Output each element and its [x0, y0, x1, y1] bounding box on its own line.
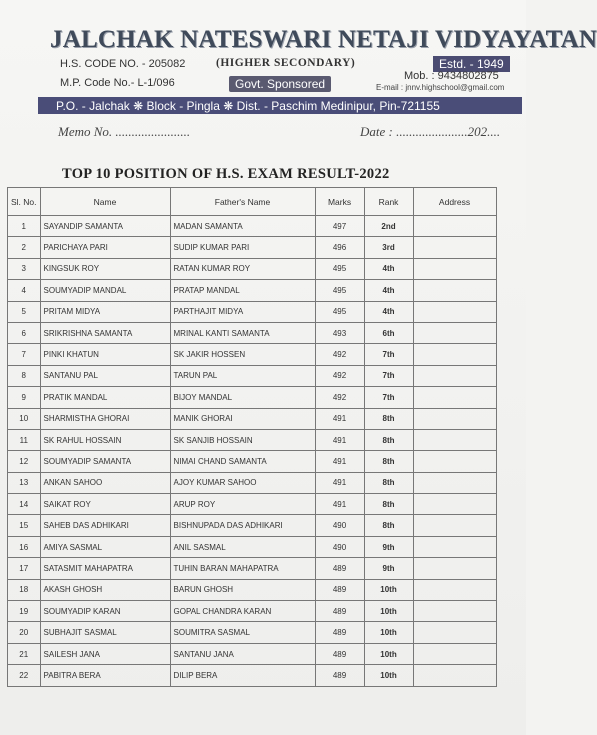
hs-code: H.S. CODE NO. - 205082 [60, 58, 186, 70]
school-level: (HIGHER SECONDARY) [216, 57, 356, 69]
table-row [8, 387, 497, 408]
cell-address [413, 665, 496, 686]
cell-rank: 8th [364, 515, 413, 536]
table-row [8, 601, 497, 622]
cell-name: SAYANDIP SAMANTA [40, 216, 170, 237]
cell-rank: 2nd [364, 216, 413, 237]
table-row [8, 558, 497, 579]
cell-rank: 4th [364, 301, 413, 322]
cell-father-name: SK JAKIR HOSSEN [170, 344, 315, 365]
cell-address [413, 515, 496, 536]
cell-rank: 3rd [364, 237, 413, 258]
cell-marks: 489 [315, 643, 364, 664]
cell-address [413, 387, 496, 408]
cell-rank: 6th [364, 322, 413, 343]
cell-name: PRITAM MIDYA [40, 301, 170, 322]
results-table [7, 187, 497, 687]
address-bar [38, 97, 522, 114]
memo-number: Memo No. ....................... [58, 124, 191, 139]
cell-rank: 8th [364, 429, 413, 450]
cell-rank: 7th [364, 344, 413, 365]
cell-address [413, 344, 496, 365]
column-header-rank: Rank [364, 188, 413, 216]
cell-name: PINKI KHATUN [40, 344, 170, 365]
cell-marks: 492 [315, 344, 364, 365]
cell-father-name: NIMAI CHAND SAMANTA [170, 451, 315, 472]
cell-sl: 16 [8, 536, 41, 557]
cell-father-name: MRINAL KANTI SAMANTA [170, 322, 315, 343]
cell-name: ANKAN SAHOO [40, 472, 170, 493]
cell-sl: 6 [8, 322, 41, 343]
cell-marks: 489 [315, 665, 364, 686]
table-row [8, 280, 497, 301]
cell-sl: 10 [8, 408, 41, 429]
cell-father-name: BIJOY MANDAL [170, 387, 315, 408]
mp-code: M.P. Code No.- L-1/096 [60, 77, 175, 89]
address-text: P.O. - Jalchak ❋ Block - Pingla ❋ Dist. - Paschim Medinipur, Pin-721155 [56, 98, 440, 113]
cell-address [413, 472, 496, 493]
cell-sl: 9 [8, 387, 41, 408]
cell-rank: 10th [364, 665, 413, 686]
cell-sl: 17 [8, 558, 41, 579]
cell-address [413, 408, 496, 429]
cell-address [413, 536, 496, 557]
table-row [8, 322, 497, 343]
cell-marks: 491 [315, 408, 364, 429]
cell-rank: 9th [364, 558, 413, 579]
table-row [8, 216, 497, 237]
table-row [8, 579, 497, 600]
cell-marks: 490 [315, 536, 364, 557]
cell-marks: 495 [315, 258, 364, 279]
cell-sl: 20 [8, 622, 41, 643]
cell-marks: 492 [315, 387, 364, 408]
school-name: JALCHAK NATESWARI NETAJI VIDYAYATAN [50, 26, 597, 53]
cell-sl: 2 [8, 237, 41, 258]
cell-address [413, 258, 496, 279]
cell-marks: 489 [315, 558, 364, 579]
cell-sl: 12 [8, 451, 41, 472]
table-header-row [8, 188, 497, 216]
cell-rank: 8th [364, 494, 413, 515]
sponsorship-badge: Govt. Sponsored [229, 76, 331, 92]
table-row [8, 258, 497, 279]
cell-address [413, 622, 496, 643]
table-title: TOP 10 POSITION OF H.S. EXAM RESULT-2022 [62, 166, 390, 182]
cell-sl: 1 [8, 216, 41, 237]
cell-rank: 8th [364, 408, 413, 429]
cell-address [413, 280, 496, 301]
cell-address [413, 558, 496, 579]
cell-name: PABITRA BERA [40, 665, 170, 686]
cell-rank: 7th [364, 365, 413, 386]
table-row [8, 536, 497, 557]
cell-address [413, 237, 496, 258]
cell-name: SOUMYADIP MANDAL [40, 280, 170, 301]
cell-address [413, 451, 496, 472]
table-row [8, 365, 497, 386]
cell-father-name: RATAN KUMAR ROY [170, 258, 315, 279]
cell-sl: 18 [8, 579, 41, 600]
cell-name: PRATIK MANDAL [40, 387, 170, 408]
table-row [8, 472, 497, 493]
cell-marks: 491 [315, 451, 364, 472]
cell-father-name: SK SANJIB HOSSAIN [170, 429, 315, 450]
cell-marks: 489 [315, 622, 364, 643]
cell-name: SAILESH JANA [40, 643, 170, 664]
cell-name: SAHEB DAS ADHIKARI [40, 515, 170, 536]
cell-name: SANTANU PAL [40, 365, 170, 386]
table-row [8, 451, 497, 472]
table-row [8, 344, 497, 365]
cell-sl: 21 [8, 643, 41, 664]
cell-father-name: PRATAP MANDAL [170, 280, 315, 301]
cell-marks: 491 [315, 494, 364, 515]
cell-marks: 489 [315, 601, 364, 622]
cell-rank: 4th [364, 280, 413, 301]
cell-father-name: BARUN GHOSH [170, 579, 315, 600]
cell-name: KINGSUK ROY [40, 258, 170, 279]
cell-father-name: MADAN SAMANTA [170, 216, 315, 237]
cell-rank: 10th [364, 601, 413, 622]
cell-sl: 13 [8, 472, 41, 493]
table-row [8, 665, 497, 686]
cell-address [413, 579, 496, 600]
cell-marks: 493 [315, 322, 364, 343]
cell-father-name: ANIL SASMAL [170, 536, 315, 557]
memo-date: Date : ......................202.... [360, 124, 501, 139]
cell-father-name: PARTHAJIT MIDYA [170, 301, 315, 322]
cell-rank: 7th [364, 387, 413, 408]
cell-rank: 10th [364, 579, 413, 600]
cell-address [413, 494, 496, 515]
cell-father-name: GOPAL CHANDRA KARAN [170, 601, 315, 622]
cell-name: PARICHAYA PARI [40, 237, 170, 258]
column-header-sl: Sl. No. [8, 188, 41, 216]
cell-name: SOUMYADIP KARAN [40, 601, 170, 622]
cell-marks: 489 [315, 579, 364, 600]
cell-father-name: ARUP ROY [170, 494, 315, 515]
cell-name: SHARMISTHA GHORAI [40, 408, 170, 429]
cell-rank: 10th [364, 622, 413, 643]
cell-father-name: SANTANU JANA [170, 643, 315, 664]
table-row [8, 301, 497, 322]
cell-sl: 5 [8, 301, 41, 322]
cell-father-name: TUHIN BARAN MAHAPATRA [170, 558, 315, 579]
table-row [8, 237, 497, 258]
cell-name: AKASH GHOSH [40, 579, 170, 600]
table-row [8, 408, 497, 429]
cell-sl: 3 [8, 258, 41, 279]
cell-name: SAIKAT ROY [40, 494, 170, 515]
column-header-address: Address [413, 188, 496, 216]
cell-father-name: DILIP BERA [170, 665, 315, 686]
column-header-marks: Marks [315, 188, 364, 216]
cell-father-name: BISHNUPADA DAS ADHIKARI [170, 515, 315, 536]
established-badge: Estd. - 1949 [433, 56, 510, 72]
cell-sl: 22 [8, 665, 41, 686]
cell-rank: 8th [364, 472, 413, 493]
cell-address [413, 216, 496, 237]
cell-name: SK RAHUL HOSSAIN [40, 429, 170, 450]
cell-marks: 495 [315, 301, 364, 322]
cell-name: SATASMIT MAHAPATRA [40, 558, 170, 579]
table-row [8, 643, 497, 664]
cell-rank: 8th [364, 451, 413, 472]
table-body [8, 216, 497, 687]
cell-name: AMIYA SASMAL [40, 536, 170, 557]
cell-name: SRIKRISHNA SAMANTA [40, 322, 170, 343]
cell-sl: 7 [8, 344, 41, 365]
cell-address [413, 643, 496, 664]
cell-name: SOUMYADIP SAMANTA [40, 451, 170, 472]
cell-marks: 495 [315, 280, 364, 301]
column-header-name: Name [40, 188, 170, 216]
cell-father-name: SOUMITRA SASMAL [170, 622, 315, 643]
cell-marks: 490 [315, 515, 364, 536]
table-row [8, 494, 497, 515]
cell-marks: 496 [315, 237, 364, 258]
cell-address [413, 601, 496, 622]
cell-marks: 492 [315, 365, 364, 386]
cell-sl: 11 [8, 429, 41, 450]
cell-address [413, 322, 496, 343]
cell-father-name: AJOY KUMAR SAHOO [170, 472, 315, 493]
cell-father-name: TARUN PAL [170, 365, 315, 386]
cell-rank: 4th [364, 258, 413, 279]
table-row [8, 429, 497, 450]
cell-sl: 8 [8, 365, 41, 386]
cell-father-name: SUDIP KUMAR PARI [170, 237, 315, 258]
cell-sl: 14 [8, 494, 41, 515]
cell-address [413, 429, 496, 450]
cell-marks: 491 [315, 429, 364, 450]
cell-father-name: MANIK GHORAI [170, 408, 315, 429]
cell-address [413, 365, 496, 386]
cell-marks: 497 [315, 216, 364, 237]
cell-sl: 19 [8, 601, 41, 622]
column-header-father: Father's Name [170, 188, 315, 216]
cell-name: SUBHAJIT SASMAL [40, 622, 170, 643]
table-row [8, 622, 497, 643]
cell-sl: 15 [8, 515, 41, 536]
cell-marks: 491 [315, 472, 364, 493]
cell-address [413, 301, 496, 322]
mobile-number: Mob. : 9434802875 [404, 70, 499, 82]
table-row [8, 515, 497, 536]
cell-rank: 10th [364, 643, 413, 664]
email-address: E-mail : jnnv.highschool@gmail.com [376, 83, 505, 92]
cell-sl: 4 [8, 280, 41, 301]
cell-rank: 9th [364, 536, 413, 557]
